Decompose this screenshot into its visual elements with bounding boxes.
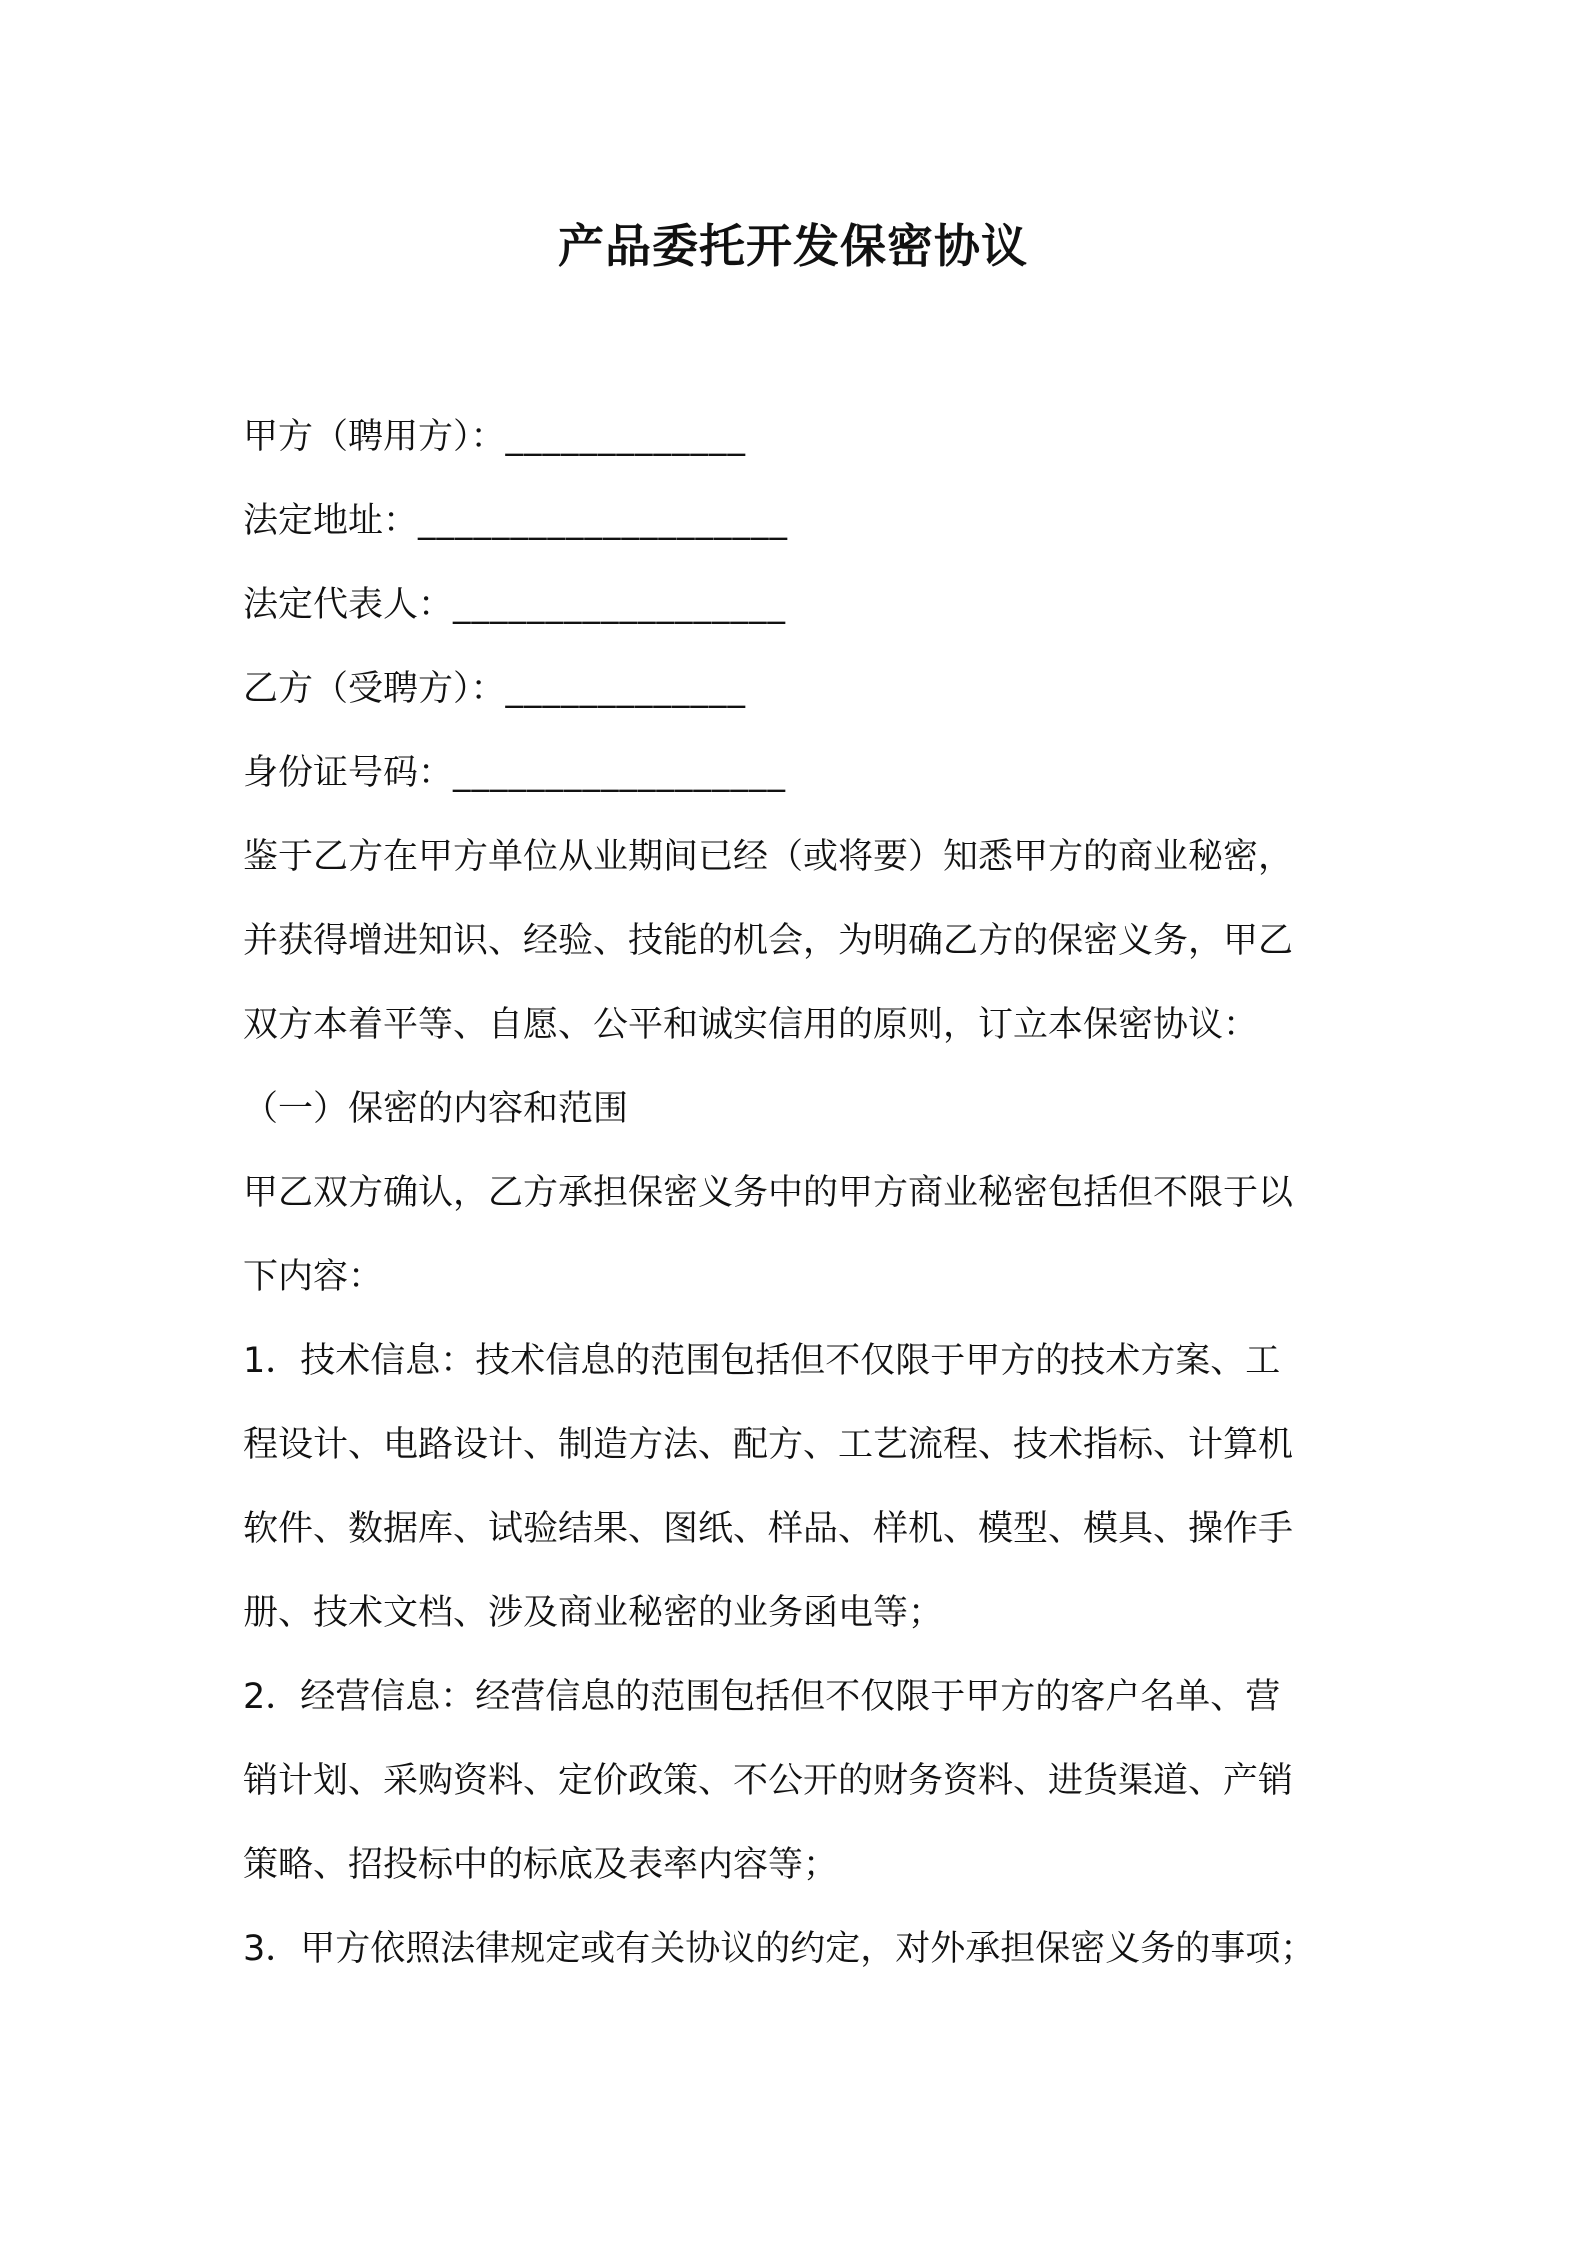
field-blank[interactable]: _____________ — [505, 417, 747, 457]
body-line: 册、技术文档、涉及商业秘密的业务函电等； — [243, 1593, 944, 1633]
field-party-b — [243, 667, 1363, 711]
section-heading: （一）保密的内容和范围 — [243, 1089, 629, 1129]
body-line: 2．经营信息：经营信息的范围包括但不仅限于甲方的客户名单、营 — [243, 1677, 1281, 1717]
body-line: 软件、数据库、试验结果、图纸、样品、样机、模型、模具、操作手 — [243, 1509, 1294, 1549]
body-line: 3．甲方依照法律规定或有关协议的约定，对外承担保密义务的事项； — [243, 1929, 1316, 1969]
body-line: 鉴于乙方在甲方单位从业期间已经（或将要）知悉甲方的商业秘密， — [243, 837, 1294, 877]
field-blank[interactable]: _____________ — [505, 669, 747, 709]
document-title: 产品委托开发保密协议 — [558, 219, 1028, 273]
field-label: 身份证号码： — [243, 753, 454, 793]
field-label: 法定代表人： — [243, 585, 454, 625]
body-line: 1．技术信息：技术信息的范围包括但不仅限于甲方的技术方案、工 — [243, 1341, 1281, 1381]
field-blank[interactable]: __________________ — [453, 585, 787, 625]
field-blank[interactable]: ____________________ — [418, 501, 789, 541]
body-line: 双方本着平等、自愿、公平和诚实信用的原则，订立本保密协议： — [243, 1005, 1259, 1045]
field-label: 法定地址： — [243, 501, 419, 541]
field-blank[interactable]: __________________ — [453, 753, 787, 793]
field-party-a — [243, 415, 1363, 459]
field-id-number — [243, 751, 1363, 795]
body-line: 销计划、采购资料、定价政策、不公开的财务资料、进货渠道、产销 — [243, 1761, 1294, 1801]
field-label: 乙方（受聘方）： — [243, 669, 506, 709]
body-line: 策略、招投标中的标底及表率内容等； — [243, 1845, 839, 1885]
body-line: 下内容： — [243, 1257, 384, 1297]
body-line: 甲乙双方确认，乙方承担保密义务中的甲方商业秘密包括但不限于以 — [243, 1173, 1294, 1213]
field-legal-address — [243, 499, 1363, 543]
field-label: 甲方（聘用方）： — [243, 417, 506, 457]
field-legal-representative — [243, 583, 1363, 627]
body-line: 并获得增进知识、经验、技能的机会，为明确乙方的保密义务，甲乙 — [243, 921, 1294, 961]
body-line: 程设计、电路设计、制造方法、配方、工艺流程、技术指标、计算机 — [243, 1425, 1294, 1465]
